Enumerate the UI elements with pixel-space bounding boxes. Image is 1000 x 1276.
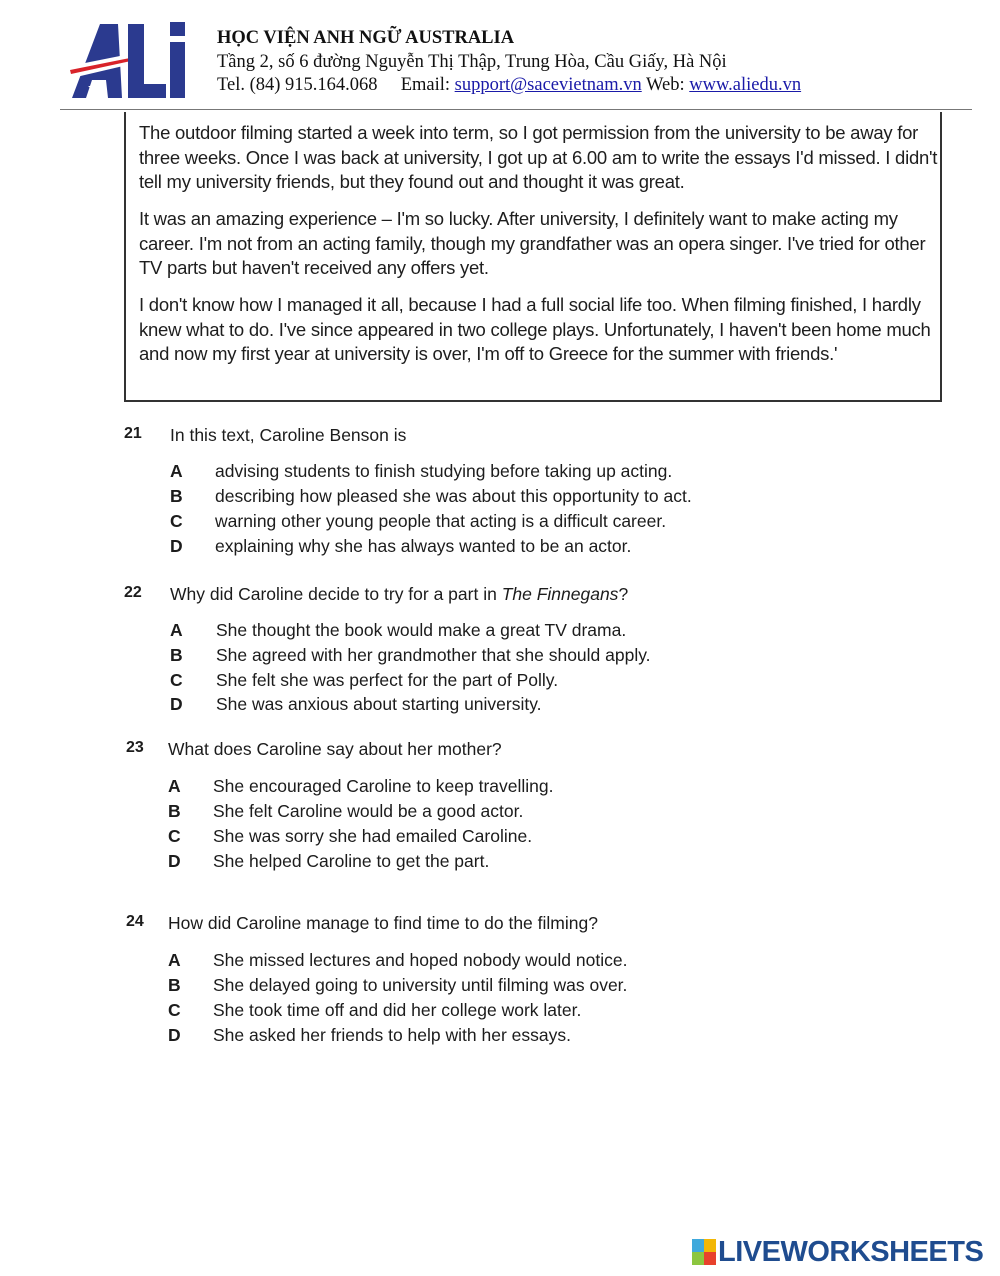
option-letter: D	[168, 851, 181, 871]
option-letter: A	[168, 776, 181, 796]
option-letter: D	[170, 694, 183, 714]
question-number: 23	[126, 739, 144, 756]
passage-paragraph: I don't know how I managed it all, because I had a full social life too. When filming finished, I hardly knew what to do. I've since appeared in two college plays. Unfortunately, I haven't been home much and now my first year at university is over, I'm off to Greece for the summer with friends.'	[139, 294, 931, 364]
question-24	[126, 913, 926, 1053]
liveworksheets-brand	[692, 1234, 983, 1270]
option-text: She was sorry she had emailed Caroline.	[213, 826, 533, 846]
header-text	[217, 27, 801, 98]
institute-address: Tầng 2, số 6 đường Nguyễn Thị Thập, Trung Hòa, Cầu Giấy, Hà Nội	[217, 51, 727, 72]
document-header	[0, 0, 1000, 112]
stem-text: Why did Caroline decide to try for a part in	[170, 584, 502, 604]
option-text: She felt Caroline would be a good actor.	[213, 801, 524, 821]
option-letter: B	[168, 975, 181, 995]
header-divider	[60, 109, 972, 110]
option-letter: D	[168, 1025, 181, 1045]
telephone: Tel. (84) 915.164.068	[217, 75, 378, 95]
question-number: 24	[126, 913, 144, 930]
option-letter: C	[168, 1000, 181, 1020]
email-link[interactable]: support@sacevietnam.vn	[454, 75, 642, 95]
option-letter: B	[168, 801, 181, 821]
stem-punctuation: ?	[618, 584, 629, 604]
option-letter: B	[170, 486, 183, 506]
option-text: advising students to finish studying before taking up acting.	[215, 461, 673, 481]
passage-paragraph: The outdoor filming started a week into term, so I got permission from the university to be away for three weeks. Once I was back at university, I got up at 6.00 am to write the essays I'd missed. I didn't tell my university friends, but they found out and thought it was great.	[139, 122, 938, 192]
option-letter: B	[170, 645, 183, 665]
question-stem	[170, 584, 628, 605]
option-letter: C	[170, 511, 183, 531]
option-text: She missed lectures and hoped nobody would notice.	[213, 950, 628, 970]
option-letter: C	[168, 826, 181, 846]
question-22	[124, 584, 924, 724]
option-text: She felt she was perfect for the part of Polly.	[216, 670, 559, 690]
option-text: She encouraged Caroline to keep travelling.	[213, 776, 554, 796]
email-label: Email:	[400, 75, 451, 95]
question-number: 21	[124, 425, 142, 442]
question-21	[124, 425, 924, 565]
option-letter: A	[170, 461, 183, 481]
ali-logo	[70, 20, 188, 100]
brand-name: LIVEWORKSHEETS	[718, 1235, 984, 1268]
web-label: Web:	[646, 75, 685, 95]
reading-passage	[124, 112, 942, 402]
question-stem: How did Caroline manage to find time to do the filming?	[168, 913, 598, 933]
option-text: She thought the book would make a great TV drama.	[216, 620, 627, 640]
option-text: She was anxious about starting university.	[216, 694, 542, 714]
web-link[interactable]: www.aliedu.vn	[689, 75, 802, 95]
option-letter: A	[170, 620, 183, 640]
option-text: She delayed going to university until filming was over.	[213, 975, 628, 995]
question-23	[126, 739, 926, 879]
option-letter: D	[170, 536, 183, 556]
option-letter: C	[170, 670, 183, 690]
question-stem: What does Caroline say about her mother?	[168, 739, 502, 759]
option-text: warning other young people that acting is a difficult career.	[215, 511, 667, 531]
passage-paragraph: It was an amazing experience – I'm so lucky. After university, I definitely want to make acting my career. I'm not from an acting family, though my grandfather was an opera singer. I've tried for other TV parts but haven't received any offers yet.	[139, 208, 926, 278]
option-text: describing how pleased she was about this opportunity to act.	[215, 486, 692, 506]
option-text: explaining why she has always wanted to be an actor.	[215, 536, 632, 556]
question-stem: In this text, Caroline Benson is	[170, 425, 407, 445]
liveworksheets-icon	[692, 1239, 716, 1265]
option-letter: A	[168, 950, 181, 970]
book-title: The Finnegans	[501, 584, 619, 604]
option-text: She helped Caroline to get the part.	[213, 851, 490, 871]
question-number: 22	[124, 584, 142, 601]
option-text: She took time off and did her college work later.	[213, 1000, 582, 1020]
option-text: She asked her friends to help with her essays.	[213, 1025, 571, 1045]
institute-name: HỌC VIỆN ANH NGỮ AUSTRALIA	[217, 28, 515, 48]
contact-line	[217, 74, 801, 98]
option-text: She agreed with her grandmother that she should apply.	[216, 645, 651, 665]
